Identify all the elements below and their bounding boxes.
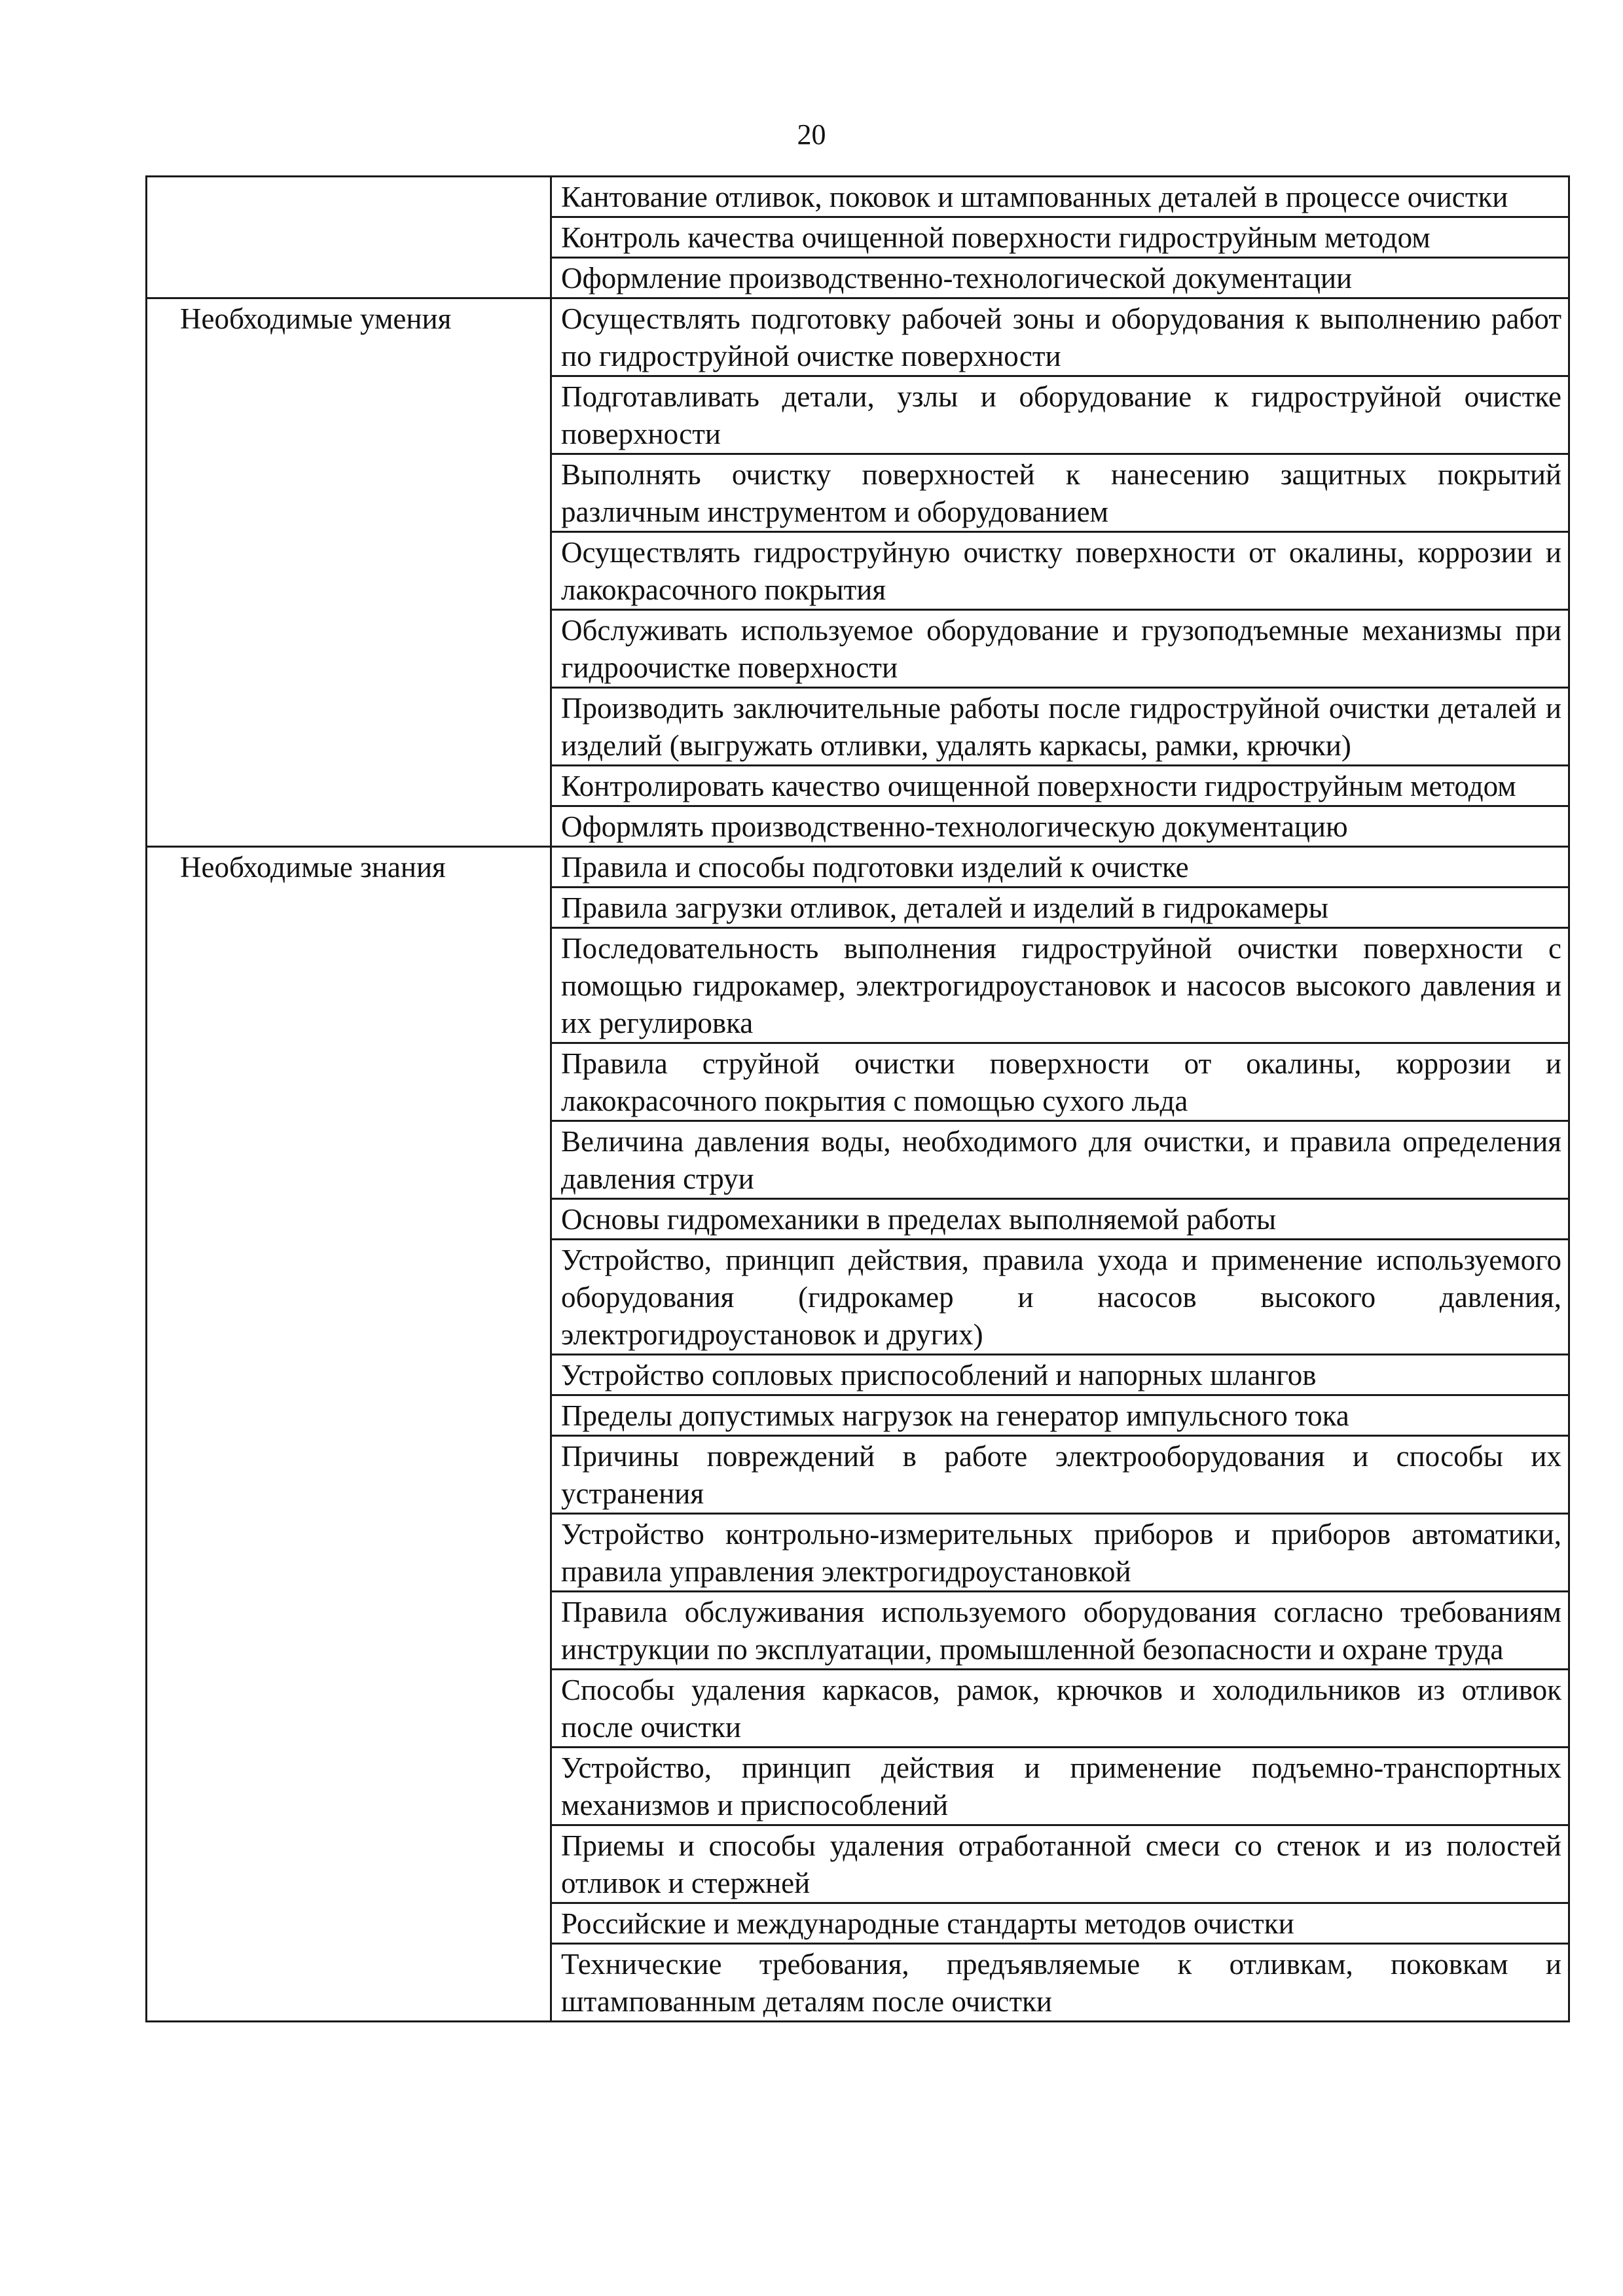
section-item: Обслуживать используемое оборудование и грузоподъемные механизмы при гидроочистке поверхности xyxy=(551,610,1569,688)
section-item: Производить заключительные работы после гидроструйной очистки деталей и изделий (выгружать отливки, удалять каркасы, рамки, крючки) xyxy=(551,688,1569,766)
section-item: Кантование отливок, поковок и штампованных деталей в процессе очистки xyxy=(551,177,1569,217)
section-item: Устройство контрольно-измерительных приборов и приборов автоматики, правила управления электрогидроустановкой xyxy=(551,1514,1569,1592)
section-item: Последовательность выполнения гидроструйной очистки поверхности с помощью гидрокамер, электрогидроустановок и насосов высокого давления и их регулировка xyxy=(551,928,1569,1043)
section-item: Правила обслуживания используемого оборудования согласно требованиям инструкции по эксплуатации, промышленной безопасности и охране труда xyxy=(551,1592,1569,1670)
section-label: Необходимые умения xyxy=(147,298,551,847)
section-item: Российские и международные стандарты методов очистки xyxy=(551,1903,1569,1944)
section-label: Необходимые знания xyxy=(147,847,551,2022)
table-row xyxy=(147,847,1569,888)
section-item: Технические требования, предъявляемые к отливкам, поковкам и штампованным деталям после очистки xyxy=(551,1944,1569,2022)
table-row xyxy=(147,298,1569,376)
section-item: Правила и способы подготовки изделий к очистке xyxy=(551,847,1569,888)
section-label xyxy=(147,177,551,298)
section-item: Подготавливать детали, узлы и оборудование к гидроструйной очистке поверхности xyxy=(551,376,1569,454)
section-item: Правила струйной очистки поверхности от окалины, коррозии и лакокрасочного покрытия с помощью сухого льда xyxy=(551,1043,1569,1121)
section-item: Величина давления воды, необходимого для очистки, и правила определения давления струи xyxy=(551,1121,1569,1199)
table-row xyxy=(147,177,1569,217)
section-item: Устройство сопловых приспособлений и напорных шлангов xyxy=(551,1355,1569,1395)
section-item: Контролировать качество очищенной поверхности гидроструйным методом xyxy=(551,766,1569,806)
requirements-table-body xyxy=(147,177,1569,2022)
section-item: Оформлять производственно-технологическую документацию xyxy=(551,806,1569,847)
section-item: Правила загрузки отливок, деталей и изделий в гидрокамеры xyxy=(551,888,1569,928)
section-item: Способы удаления каркасов, рамок, крючков и холодильников из отливок после очистки xyxy=(551,1670,1569,1748)
section-item: Устройство, принцип действия и применение подъемно-транспортных механизмов и приспособлений xyxy=(551,1748,1569,1825)
section-item: Осуществлять подготовку рабочей зоны и оборудования к выполнению работ по гидроструйной очистке поверхности xyxy=(551,298,1569,376)
section-item: Контроль качества очищенной поверхности гидроструйным методом xyxy=(551,217,1569,258)
section-item: Основы гидромеханики в пределах выполняемой работы xyxy=(551,1199,1569,1240)
section-item: Причины повреждений в работе электрооборудования и способы их устранения xyxy=(551,1436,1569,1514)
section-item: Выполнять очистку поверхностей к нанесению защитных покрытий различным инструментом и оборудованием xyxy=(551,454,1569,532)
section-item: Осуществлять гидроструйную очистку поверхности от окалины, коррозии и лакокрасочного покрытия xyxy=(551,532,1569,610)
section-item: Приемы и способы удаления отработанной смеси со стенок и из полостей отливок и стержней xyxy=(551,1825,1569,1903)
section-item: Оформление производственно-технологической документации xyxy=(551,258,1569,298)
page-number: 20 xyxy=(797,118,826,151)
section-item: Устройство, принцип действия, правила ухода и применение используемого оборудования (гидрокамер и насосов высокого давления, электрогидроустановок и других) xyxy=(551,1240,1569,1355)
requirements-table xyxy=(145,175,1570,2022)
section-item: Пределы допустимых нагрузок на генератор импульсного тока xyxy=(551,1395,1569,1436)
